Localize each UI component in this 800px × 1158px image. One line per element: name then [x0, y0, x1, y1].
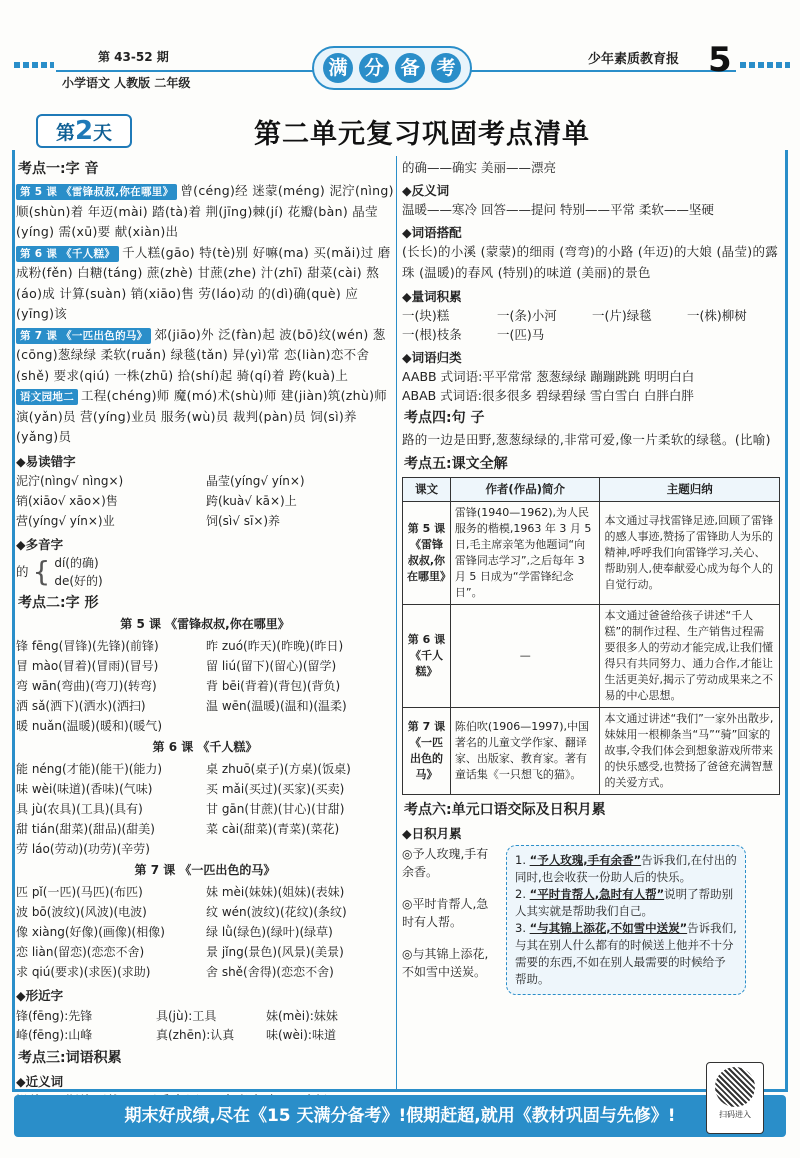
- char-form-list: [16, 636, 394, 736]
- list-item: 昨 zuó(昨天)(昨晚)(昨日): [206, 638, 344, 653]
- measure-word-list: [402, 306, 784, 344]
- lesson-tag: 第 7 课 《一匹出色的马》: [16, 328, 151, 344]
- lesson-tag-title: 《一匹出色的马》: [61, 329, 148, 342]
- lesson-tag: 第 5 课 《雷锋叔叔,你在哪里》: [16, 184, 177, 200]
- list-item: 晶莹(yíng√ yín×): [206, 473, 305, 488]
- list-item: 一(株)柳树: [687, 308, 747, 323]
- explanation-item: 3. “与其锦上添花,不如雪中送炭”告诉我们,与其在别人什么都有的时候送上他并不十分需要的东西,不如在别人最需要的时候给予帮助。: [515, 920, 737, 986]
- lesson-tag-title: 《雷锋叔叔,你在哪里》: [61, 186, 174, 198]
- list-item: 味 wèi(味道)(香味)(气味): [16, 781, 153, 796]
- list-item: de(好的): [54, 573, 103, 588]
- explanation-text: 说明了帮助别人其实就是帮助我们自己。: [515, 886, 734, 918]
- edition-label: 小学语文 人教版 二年级: [62, 76, 191, 90]
- table-row: [403, 501, 780, 604]
- page-number: 5: [708, 40, 732, 80]
- list-item: 波 bō(波纹)(风波)(电波): [16, 904, 147, 919]
- list-item: 妹(mèi):妹妹: [266, 1008, 338, 1023]
- lesson-heading: 第 6 课 《千人糕》: [152, 739, 258, 754]
- list-item: 具 jù(农具)(工具)(具有): [16, 801, 143, 816]
- lesson-tag: 第 6 课 《千人糕》: [16, 246, 119, 262]
- similar-chars-list: [16, 1007, 394, 1045]
- day-suffix: 天: [93, 122, 113, 144]
- subsection-heading: ◆多音字: [16, 536, 64, 552]
- section-heading: 考点二:字 形: [18, 594, 99, 611]
- day-badge: [36, 114, 132, 148]
- list-item: 销(xiāo√ xāo×)售: [16, 493, 118, 508]
- yuwen-yuandi-pinyin: [16, 386, 394, 448]
- table-row: [403, 707, 780, 794]
- list-item: 洒 sǎ(洒下)(洒水)(洒扫): [16, 698, 146, 713]
- explanation-item: 2. “平时肯帮人,急时有人帮”说明了帮助别人其实就是帮助我们自己。: [515, 886, 734, 918]
- page-title: 第二单元复习巩固考点清单: [254, 119, 590, 150]
- lesson-heading: 第 5 课 《雷锋叔叔,你在哪里》: [120, 616, 290, 631]
- quote-emphasis: “与其锦上添花,不如雪中送炭”: [529, 920, 688, 935]
- list-item: 舍 shě(舍得)(恋恋不舍): [206, 964, 334, 979]
- brand-char: 考: [431, 53, 461, 83]
- author-cell: —: [450, 604, 600, 707]
- list-item: 甜 tián(甜菜)(甜品)(甜美): [16, 821, 155, 836]
- pinyin-text: 千人糕(gāo) 特(tè)别 好嘛(ma) 买(mǎi)过 磨成粉(fěn) 白糖(táng) 蔗(zhè) 甘蔗(zhe) 汁(zhī) 甜菜(cài) 熬(áo)成 计算(suàn) 销(xiāo)售 劳(láo)动 的(dì)确(què) 应(yīng)该: [16, 244, 391, 321]
- brand-logo: [312, 46, 472, 90]
- list-item: 一(根)枝条: [402, 327, 462, 342]
- list-item: 桌 zhuō(桌子)(方桌)(饭桌): [206, 761, 351, 776]
- subsection-heading: ◆词语搭配: [402, 225, 462, 240]
- section-heading: 考点三:词语积累: [18, 1049, 122, 1066]
- quote: ◎予人玫瑰,手有余香。: [402, 846, 489, 879]
- day-prefix: 第: [55, 122, 75, 144]
- decorative-stripe: [14, 62, 54, 68]
- daily-accumulation: [402, 845, 784, 995]
- list-item: 一(匹)马: [497, 327, 545, 342]
- qr-code-icon: [715, 1067, 755, 1107]
- list-item: 匹 pǐ(一匹)(马匹)(布匹): [16, 884, 143, 899]
- list-item: 求 qiú(要求)(求医)(求助): [16, 964, 151, 979]
- list-item: 具(jù):工具: [156, 1008, 217, 1023]
- qr-label: 扫码进入: [719, 1110, 751, 1119]
- column-divider: [396, 156, 397, 1091]
- polyphonic-char: 的: [16, 564, 29, 579]
- subsection-heading: ◆易读错字: [16, 453, 76, 469]
- list-item: 留 liú(留下)(留心)(留学): [206, 658, 337, 673]
- list-item: 暖 nuǎn(温暖)(暖和)(暖气): [16, 718, 163, 733]
- lesson-tag-title: 《千人糕》: [61, 247, 116, 260]
- brace-icon: {: [32, 554, 51, 588]
- decorative-stripe: [740, 62, 790, 68]
- column-header: 课文: [403, 477, 451, 501]
- quote-explanation-box: [506, 845, 746, 995]
- brand-char: 满: [323, 53, 353, 83]
- day-number: 2: [74, 116, 94, 146]
- list-item: 一(块)糕: [402, 308, 450, 323]
- easy-misread-list: [16, 471, 394, 531]
- list-item: 劳 láo(劳动)(功劳)(辛劳): [16, 841, 150, 856]
- list-item: [206, 839, 394, 859]
- list-item: 甘 gān(甘蔗)(甘心)(甘甜): [206, 801, 345, 816]
- abab-words: ABAB 式词语:很多很多 碧绿碧绿 雪白雪白 白胖白胖: [402, 388, 694, 403]
- quote-emphasis: “平时肯帮人,急时有人帮”: [529, 886, 665, 901]
- list-item: 饲(sì√ sī×)养: [206, 513, 281, 528]
- footer-banner: 期末好成绩,尽在《15 天满分备考》!假期赶超,就用《教材巩固与先修》!: [14, 1095, 786, 1137]
- issue-number: 第 43-52 期: [98, 50, 169, 64]
- list-item: dí(的确): [54, 555, 99, 570]
- list-item: 锋 fēng(冒锋)(先锋)(前锋): [16, 638, 159, 653]
- sentence-example: 路的一边是田野,葱葱绿绿的,非常可爱,像一片柔软的绿毯。(比喻): [402, 432, 771, 447]
- author-cell: 雷锋(1940—1962),为人民服务的楷模,1963 年 3 月 5 日,毛主席亲笔为他题词“向雷锋同志学习”,之后每年 3 月 5 日成为“学雷锋纪念日”。: [450, 501, 600, 604]
- collocation-list: (长长)的小溪 (蒙蒙)的细雨 (弯弯)的小路 (年迈)的大娘 (晶莹)的露珠 (温暖)的春风 (特别)的味道 (美丽)的景色: [402, 244, 779, 280]
- subsection-heading: ◆词语归类: [402, 350, 462, 365]
- lesson-cell: 第 6 课《千人糕》: [403, 604, 451, 707]
- brand-char: 备: [395, 53, 425, 83]
- lesson-heading: 第 7 课 《一匹出色的马》: [134, 862, 276, 877]
- list-item: 妹 mèi(妹妹)(姐妹)(表妹): [206, 884, 345, 899]
- list-item: 冒 mào(冒着)(冒雨)(冒号): [16, 658, 159, 673]
- lesson-analysis-table: [402, 477, 780, 795]
- list-item: 峰(fēng):山峰: [16, 1027, 93, 1042]
- quote: ◎平时肯帮人,急时有人帮。: [402, 896, 489, 929]
- lesson-6-pinyin: [16, 243, 394, 325]
- char-form-list: [16, 882, 394, 982]
- section-heading: 考点六:单元口语交际及日积月累: [404, 801, 606, 818]
- right-column: [402, 158, 784, 995]
- lesson-cell: 第 7 课《一匹出色的马》: [403, 707, 451, 794]
- list-item: 真(zhēn):认真: [156, 1027, 235, 1042]
- theme-cell: 本文通过爸爸给孩子讲述“千人糕”的制作过程、生产销售过程需要很多人的劳动才能完成,让我们懂得只有共同努力、通力合作,才能让生活更美好,揭示了劳动成果来之不易的中心思想。: [600, 604, 780, 707]
- section-heading: 考点一:字 音: [18, 161, 99, 177]
- list-item: 绿 lǜ(绿色)(绿叶)(绿草): [206, 924, 333, 939]
- quote-list: [402, 845, 498, 995]
- explanation-text: 告诉我们,与其在别人什么都有的时候送上他并不十分需要的东西,不如在别人最需要的时候给予帮助。: [515, 920, 737, 986]
- lesson-cell: 第 5 课《雷锋叔叔,你在哪里》: [403, 501, 451, 604]
- list-item: 泥泞(nìng√ nìng×): [16, 473, 124, 488]
- list-item: 菜 cài(甜菜)(青菜)(菜花): [206, 821, 340, 836]
- author-cell: 陈伯吹(1906—1997),中国著名的儿童文学作家、翻译家、出版家、教育家。著有童话集《一只想飞的猫》。: [450, 707, 600, 794]
- list-item: 温 wēn(温暖)(温和)(温柔): [206, 698, 347, 713]
- title-bar: [26, 112, 778, 150]
- list-item: 像 xiàng(好像)(画像)(相像): [16, 924, 165, 939]
- list-item: 背 bēi(背着)(背包)(背负): [206, 678, 341, 693]
- char-form-list: [16, 759, 394, 859]
- list-item: 买 mǎi(买过)(买家)(买卖): [206, 781, 345, 796]
- synonym-list-cont: 的确——确实 美丽——漂亮: [402, 160, 556, 175]
- quote-emphasis: “予人玫瑰,手有余香”: [529, 852, 642, 867]
- lesson-7-pinyin: [16, 325, 394, 387]
- page-header: [0, 0, 800, 120]
- lesson-tag: 语文园地二: [16, 389, 78, 405]
- list-item: 纹 wén(波纹)(花纹)(条纹): [206, 904, 347, 919]
- list-item: [206, 716, 394, 736]
- list-item: 恋 liàn(留恋)(恋恋不舍): [16, 944, 145, 959]
- list-item: 跨(kuà√ kā×)上: [206, 493, 297, 508]
- pinyin-text: 工程(chéng)师 魔(mó)术(shù)师 建(jiàn)筑(zhù)师 演(yǎn)员 营(yíng)业员 服务(wù)员 裁判(pàn)员 饲(sì)养(yǎng)员: [16, 388, 388, 444]
- section-heading: 考点五:课文全解: [404, 455, 508, 472]
- explanation-text: 告诉我们,在付出的同时,也会收获一份助人后的快乐。: [515, 852, 737, 884]
- section-heading: 考点四:句 子: [404, 410, 485, 426]
- quote: ◎与其锦上添花,不如雪中送炭。: [402, 946, 489, 979]
- left-column: [16, 158, 394, 1110]
- qr-code[interactable]: [706, 1062, 764, 1134]
- list-item: 一(片)绿毯: [592, 308, 652, 323]
- list-item: 营(yíng√ yín×)业: [16, 513, 115, 528]
- aabb-words: AABB 式词语:平平常常 葱葱绿绿 蹦蹦跳跳 明明白白: [402, 369, 695, 384]
- table-row: [403, 604, 780, 707]
- brand-char: 分: [359, 53, 389, 83]
- pinyin-text: 郊(jiāo)外 泛(fàn)起 波(bō)纹(wén) 葱(cōng)葱绿绿 柔软(ruǎn) 绿毯(tǎn) 异(yì)常 恋(liàn)恋不舍(shě) 要求(qiú) 一株(zhū) 拾(shí)起 骑(qí)着 跨(kuà)上: [16, 326, 386, 383]
- antonym-list: 温暖——寒冷 回答——提问 特别——平常 柔软——坚硬: [402, 202, 714, 217]
- theme-cell: 本文通过讲述“我们”一家外出散步,妹妹用一根柳条当“马”“骑”回家的故事,令我们体会到想象游戏所带来的快乐感受,也赞扬了爸爸充满智慧的关爱方式。: [600, 707, 780, 794]
- list-item: 弯 wān(弯曲)(弯刀)(转弯): [16, 678, 157, 693]
- newspaper-name: 少年素质教育报: [588, 52, 680, 67]
- list-item: 锋(fēng):先锋: [16, 1008, 93, 1023]
- subsection-heading: ◆反义词: [402, 183, 450, 198]
- polyphonic-block: [16, 554, 394, 590]
- subsection-heading: ◆日积月累: [402, 825, 462, 841]
- list-item: 一(条)小河: [497, 308, 557, 323]
- subsection-heading: ◆近义词: [16, 1073, 64, 1089]
- lesson-5-pinyin: [16, 181, 394, 243]
- subsection-heading: ◆形近字: [16, 987, 64, 1003]
- pinyin-text: 曾(céng)经 迷蒙(méng) 泥泞(nìng) 顺(shùn)着 年迈(mài) 踏(tà)着 荆(jīng)棘(jí) 花瓣(bàn) 晶莹(yíng) 需(xū)要 献(xiàn)出: [16, 183, 394, 239]
- explanation-item: 1. “予人玫瑰,手有余香”告诉我们,在付出的同时,也会收获一份助人后的快乐。: [515, 852, 737, 884]
- column-header: 作者(作品)简介: [450, 477, 600, 501]
- list-item: 味(wèi):味道: [266, 1027, 336, 1042]
- table-header-row: [403, 477, 780, 501]
- list-item: 能 néng(才能)(能干)(能力): [16, 761, 163, 776]
- list-item: 景 jǐng(景色)(风景)(美景): [206, 944, 344, 959]
- theme-cell: 本文通过寻找雷锋足迹,回顾了雷锋的感人事迹,赞扬了雷锋助人为乐的精神,呼呼我们向雷锋学习,关心、帮助别人,使奉献爱心成为每个人的自觉行动。: [600, 501, 780, 604]
- subsection-heading: ◆量词积累: [402, 289, 462, 304]
- column-header: 主题归纳: [600, 477, 780, 501]
